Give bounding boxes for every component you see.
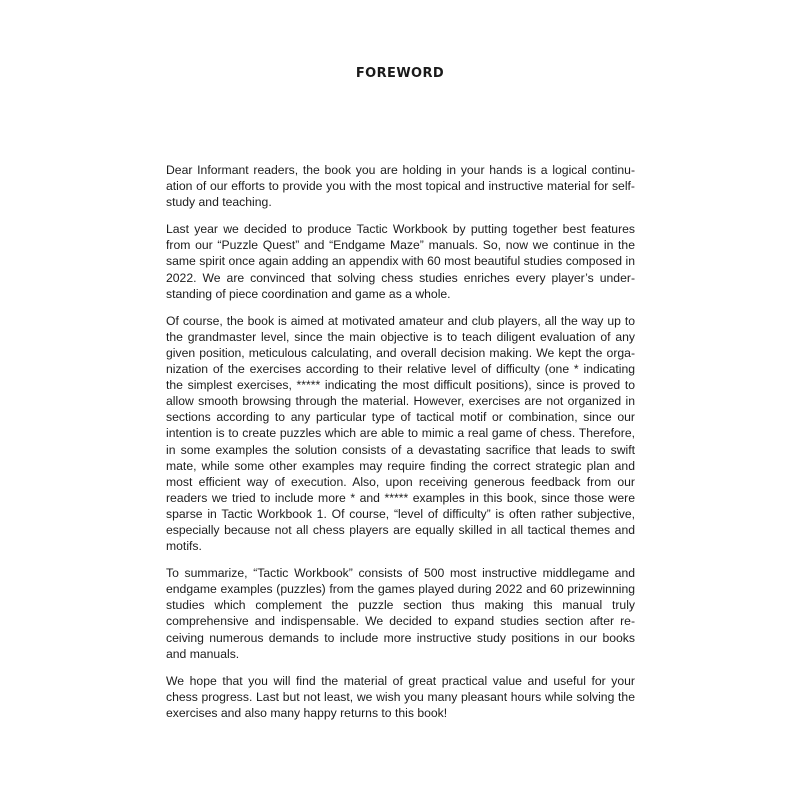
foreword-body	[166, 162, 635, 732]
paragraph-5: We hope that you will find the material of great practical value and useful for your chess progress. Last but not least, we wish you many pleasant hours while solving the exercises and also many happy returns to this book!	[166, 673, 635, 720]
paragraph-2: Last year we decided to produce Tactic Workbook by putting together best features from our “Puzzle Quest” and “Endgame Maze” manuals. So, now we continue in the same spirit once again adding an appendix with 60 most beautiful studies composed in 2022. We are convinced that solving chess studies enriches every player’s understanding of piece coordination and game as a whole.	[166, 222, 635, 301]
paragraph-3: Of course, the book is aimed at motivated amateur and club players, all the way up to the grandmaster level, since the main objective is to teach diligent evaluation of any given position, meticulous calculating, and overall decision making. We kept the organization of the exercises according to their relative level of difficulty (one * indicating the simplest exercises, ***** indicating the most difficult positions), since is proved to allow smooth browsing through the material. However, exercises are not organized in sections according to any particular type of tactical motif or combination, since our intention is to create puzzles which are able to mimic a real game of chess. Therefore, in some examples the solution consists of a devastating sacrifice that leads to swift mate, while some other examples may require finding the correct strategic plan and most efficient way of execution. Also, upon receiving generous feedback from our readers we tried to include more * and ***** examples in this book, since those were sparse in Tactic Workbook 1. Of course, “level of difficulty” is often rather subjective, especially because not all chess players are equally skilled in all tactical themes and motifs.	[166, 313, 635, 554]
paragraph-1: Dear Informant readers, the book you are holding in your hands is a logical continuation of our efforts to provide you with the most topical and instructive material for self-study and teaching.	[166, 163, 635, 210]
page-title: FOREWORD	[355, 66, 445, 81]
paragraph-4: To summarize, “Tactic Workbook” consists of 500 most instructive middlegame and endgame examples (puzzles) from the games played during 2022 and 60 prizewinning studies which complement the puzzle section thus making this manual truly comprehensive and indispensable. We decided to expand studies section after receiving numerous demands to include more instructive study positions in our books and manuals.	[166, 566, 635, 661]
